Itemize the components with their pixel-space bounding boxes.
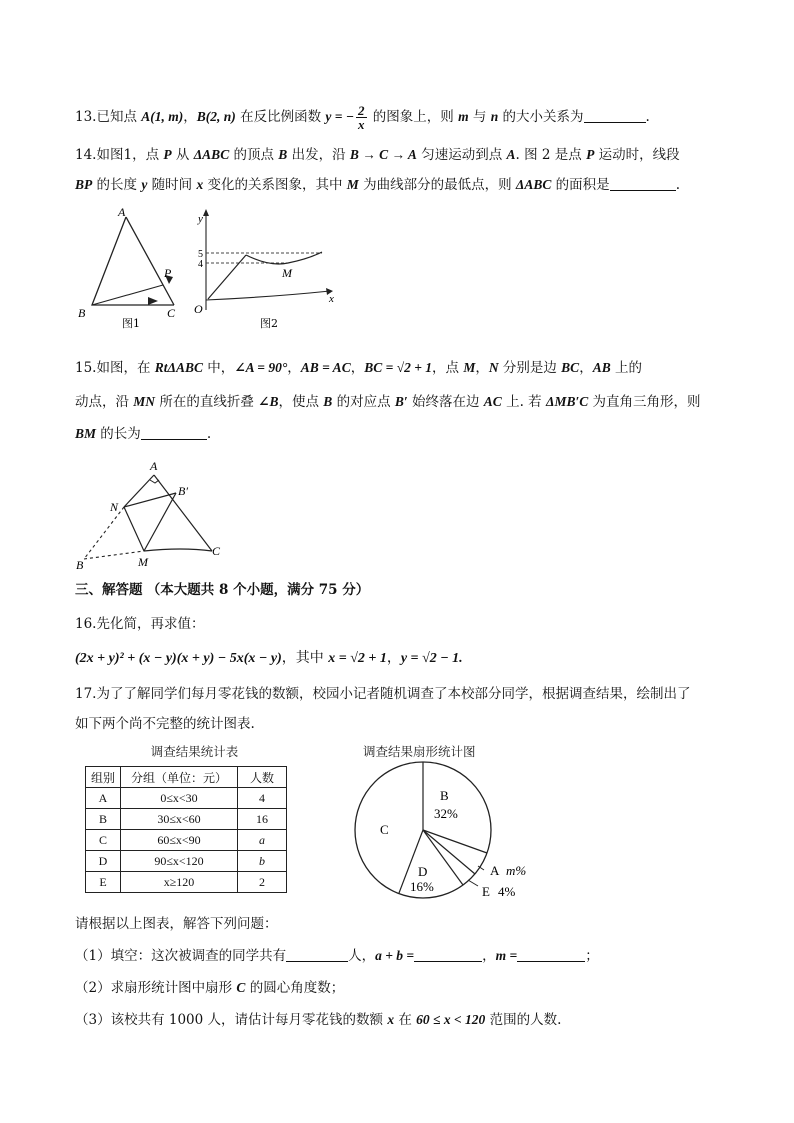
fraction: $\frac{2}{x}$: [358, 103, 365, 132]
question-17-prompt: 请根据以上图表，解答下列问题：: [75, 916, 278, 932]
figure-15-fold: [72, 455, 222, 573]
slice-a-label: A: [490, 863, 500, 878]
answer-blank-m[interactable]: [517, 947, 585, 962]
slice-c-label: C: [380, 822, 389, 837]
question-14-line-2: BP 的长度 y 随时间 x 变化的关系图象，其中 M 为曲线部分的最低点，则 ΔABC 的面积是 .: [75, 177, 680, 193]
label-x: x: [329, 293, 334, 305]
slice-d-label: D: [418, 864, 428, 879]
slice-d-percent: 16%: [410, 879, 434, 894]
slice-b-percent: 32%: [434, 806, 458, 821]
table-row: B 30≤x<60 16: [86, 809, 287, 830]
segment-nb-dashed: [84, 507, 124, 559]
label-b: B: [76, 558, 84, 572]
pie-chart-block: [355, 742, 476, 760]
answer-blank[interactable]: [584, 108, 646, 123]
question-13: 13.已知点 A(1, m)，B(2, n) 在反比例函数 y = − $\frac{2}{x}$ 的图象上，则 m 与 n 的大小关系为 .: [75, 103, 650, 132]
question-17-line-2: 如下两个尚不完整的统计图表.: [75, 716, 255, 732]
answer-blank-total[interactable]: [286, 947, 348, 962]
leader-line-e: [468, 880, 478, 886]
side-ac: [126, 217, 174, 305]
point-a: A(1, m): [141, 109, 184, 124]
question-15-line-1: 15.如图，在 RtΔABC 中，∠A = 90°，AB = AC，BC = √2 + 1，点 M，N 分别是边 BC，AB 上的: [75, 360, 642, 376]
label-c: C: [167, 306, 176, 320]
label-y: y: [198, 213, 203, 225]
label-p: P: [164, 266, 172, 280]
label-b: B: [78, 306, 86, 320]
table-row: A 0≤x<30 4: [86, 788, 287, 809]
figure-1-triangle: [74, 205, 186, 333]
slice-b-label: B: [440, 788, 449, 803]
label-m: M: [138, 555, 148, 569]
section-3-heading: 三、解答题 （本大题共 8 个小题，满分 75 分）: [75, 582, 370, 598]
label-o: O: [194, 302, 203, 316]
pie-divider: [423, 830, 475, 874]
segment-bm-dashed: [84, 551, 144, 559]
pie-divider: [423, 830, 487, 853]
graph-line: [208, 255, 246, 299]
figure-1-caption: 图1: [122, 317, 140, 330]
side-mc: [144, 549, 212, 551]
answer-blank[interactable]: [141, 425, 207, 440]
table-title: 调查结果统计表: [150, 744, 239, 759]
table-header-row: 组别 分组（单位：元） 人数: [86, 767, 287, 788]
question-17-part-3: （3）该校共有 1000 人，请估计每月零花钱的数额 x 在 60 ≤ x < 120 范围的人数.: [75, 1012, 562, 1028]
stat-table: [85, 766, 287, 893]
arrow-bc: [148, 297, 158, 305]
question-17-line-1: 17.为了了解同学们每月零花钱的数额，校园小记者随机调查了本校部分同学，根据调查结果，绘制出了: [75, 686, 691, 702]
question-16: 16.先化简，再求值：: [75, 616, 205, 632]
side-an: [124, 475, 154, 507]
label-b-prime: B′: [178, 484, 188, 498]
label-n: N: [110, 500, 119, 514]
segment-nb-prime: [124, 493, 176, 507]
segment-mb-prime: [144, 493, 176, 551]
question-15-line-2: 动点，沿 MN 所在的直线折叠 ∠B，使点 B 的对应点 B′ 始终落在边 AC 上. 若 ΔMB′C 为直角三角形，则: [75, 394, 701, 410]
slice-e-percent: 4%: [498, 884, 516, 899]
slice-a-percent: m%: [506, 863, 527, 878]
question-17-part-1: （1）填空：这次被调查的同学共有 人，a + b = ，m = ；: [75, 948, 599, 964]
pie-divider: [423, 830, 463, 885]
point-b: B(2, n): [196, 109, 236, 124]
question-14-line-1: 14.如图1，点 P 从 ΔABC 的顶点 B 出发，沿 B → C → A 匀速运动到点 A. 图 2 是点 P 运动时，线段: [75, 147, 680, 163]
answer-blank[interactable]: [610, 176, 676, 191]
question-17-part-2: （2）求扇形统计图中扇形 C 的圆心角度数；: [75, 980, 345, 996]
pie-title: 调查结果扇形统计图: [363, 744, 476, 759]
tick-4: 4: [198, 259, 203, 270]
table-row: D 90≤x<120 b: [86, 851, 287, 872]
tick-5: 5: [198, 249, 203, 260]
segment-mn: [124, 507, 144, 551]
question-16-expression: (2x + y)² + (x − y)(x + y) − 5x(x − y)，其中 x = √2 + 1，y = √2 − 1.: [75, 650, 463, 666]
slice-e-label: E: [482, 884, 490, 899]
graph-curve: [246, 252, 322, 264]
question-15-line-3: BM 的长为 .: [75, 426, 212, 442]
right-angle-mark: [150, 480, 159, 483]
table-row: E x≥120 2: [86, 872, 287, 893]
label-a: A: [150, 459, 158, 473]
x-axis: [206, 291, 330, 300]
label-m: M: [282, 266, 292, 280]
label-a: A: [118, 205, 126, 219]
figure-2-caption: 图2: [260, 317, 278, 330]
stat-table-block: [85, 742, 290, 893]
answer-blank-ab[interactable]: [414, 947, 482, 962]
label-c: C: [212, 544, 221, 558]
pie-chart: [350, 760, 550, 900]
table-row: C 60≤x<90 a: [86, 830, 287, 851]
figure-2-graph: [192, 205, 337, 333]
